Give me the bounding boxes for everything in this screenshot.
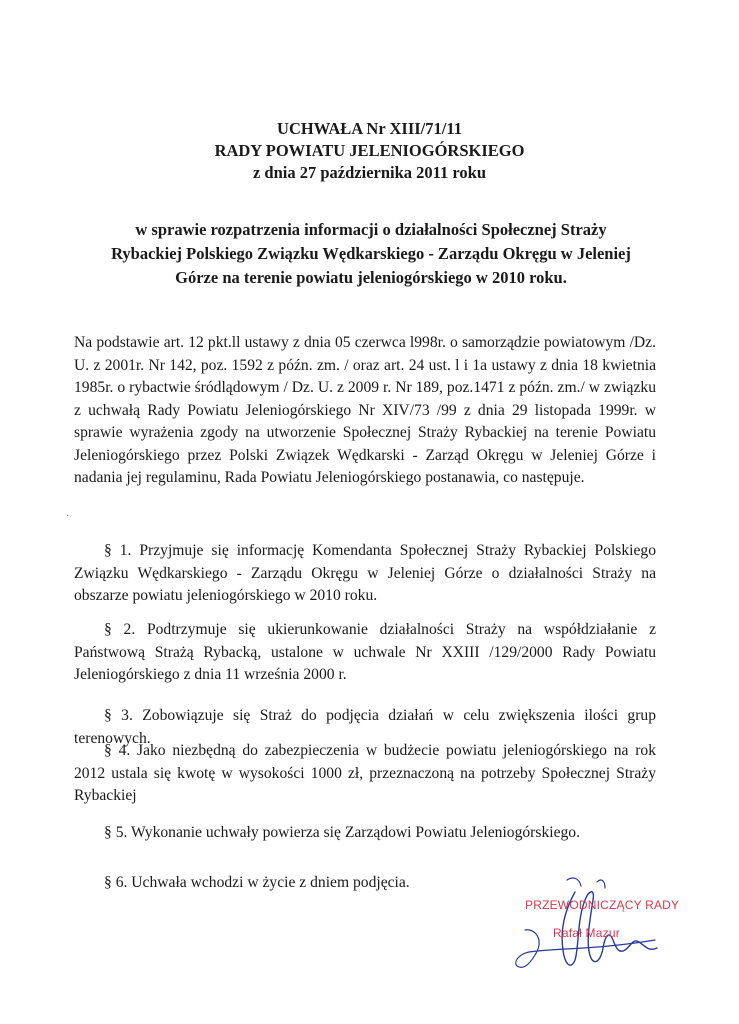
paragraph-2: § 2. Podtrzymuje się ukierunkowanie działalności Straży na współdziałanie z Państwową Strażą Rybacką, ustalone w uchwale Nr XXIII /129/2000 Rady Powiatu Jeleniogórskiego z dnia 11 września 2000 r. bbox=[74, 621, 656, 683]
scan-mark: · bbox=[66, 511, 70, 522]
stamp-name: Rafał Mazur bbox=[553, 926, 620, 940]
signature-stroke-3 bbox=[567, 878, 605, 888]
subject-line-1: w sprawie rozpatrzenia informacji o działalności Społecznej Straży bbox=[135, 220, 607, 239]
chairman-stamp bbox=[525, 898, 679, 940]
subject-line-3: Górze na terenie powiatu jeleniogórskiego w 2010 roku. bbox=[175, 268, 567, 287]
paragraph-5: § 5. Wykonanie uchwały powierza się Zarządowi Powiatu Jeleniogórskiego. bbox=[104, 824, 580, 841]
resolution-subject bbox=[72, 218, 670, 290]
stamp-title: PRZEWODNICZĄCY RADY bbox=[525, 898, 680, 912]
paragraph-6: § 6. Uchwała wchodzi w życie z dniem podjęcia. bbox=[104, 874, 410, 891]
paragraph-3: § 3. Zobowiązuje się Straż do podjęcia działań w celu zwiększenia ilości grup terenowych. bbox=[74, 707, 656, 747]
legal-basis-preamble: Na podstawie art. 12 pkt.ll ustawy z dnia 05 czerwca l998r. o samorządzie powiatowym /Dz. U. z 2001r. Nr 142, poz. 1592 z późn. zm. / oraz art. 24 ust. l i 1a ustawy z dnia 18 kwietnia 1985r. o rybactwie śródlądowym / Dz. U. z 2009 r. Nr 189, poz.1471 z późn. zm./ w związku z uchwałą Rady Powiatu Jeleniogórskiego Nr XIV/73 /99 z dnia 29 listopada 1999r. w sprawie wyrażenia zgody na utworzenie Społecznej Straży Rybackiej na terenie Powiatu Jeleniogórskiego przez Polski Związek Wędkarski - Zarząd Okręgu w Jeleniej Górze i nadania jej regulaminu, Rada Powiatu Jeleniogórskiego postanawia, co następuje. bbox=[74, 334, 656, 486]
resolution-number: UCHWAŁA Nr XIII/71/11 bbox=[277, 119, 462, 138]
issuing-body: RADY POWIATU JELENIOGÓRSKIEGO bbox=[214, 141, 525, 160]
resolution-date: z dnia 27 października 2011 roku bbox=[252, 163, 487, 182]
resolution-header bbox=[0, 118, 739, 184]
paragraph-4: § 4. Jako niezbędną do zabezpieczenia w budżecie powiatu jeleniogórskiego na rok 2012 ustala się kwotę w wysokości 1000 zł, przeznaczoną na potrzeby Społecznej Straży Rybackiej bbox=[74, 742, 656, 804]
subject-line-2: Rybackiej Polskiego Związku Wędkarskiego - Zarządu Okręgu w Jeleniej bbox=[111, 244, 631, 263]
paragraph-1: § 1. Przyjmuje się informację Komendanta Społecznej Straży Rybackiej Polskiego Związku Wędkarskiego - Zarządu Okręgu w Jeleniej Górze o działalności Straży na obszarze powiatu jeleniogórskiego w 2010 roku. bbox=[74, 542, 656, 604]
